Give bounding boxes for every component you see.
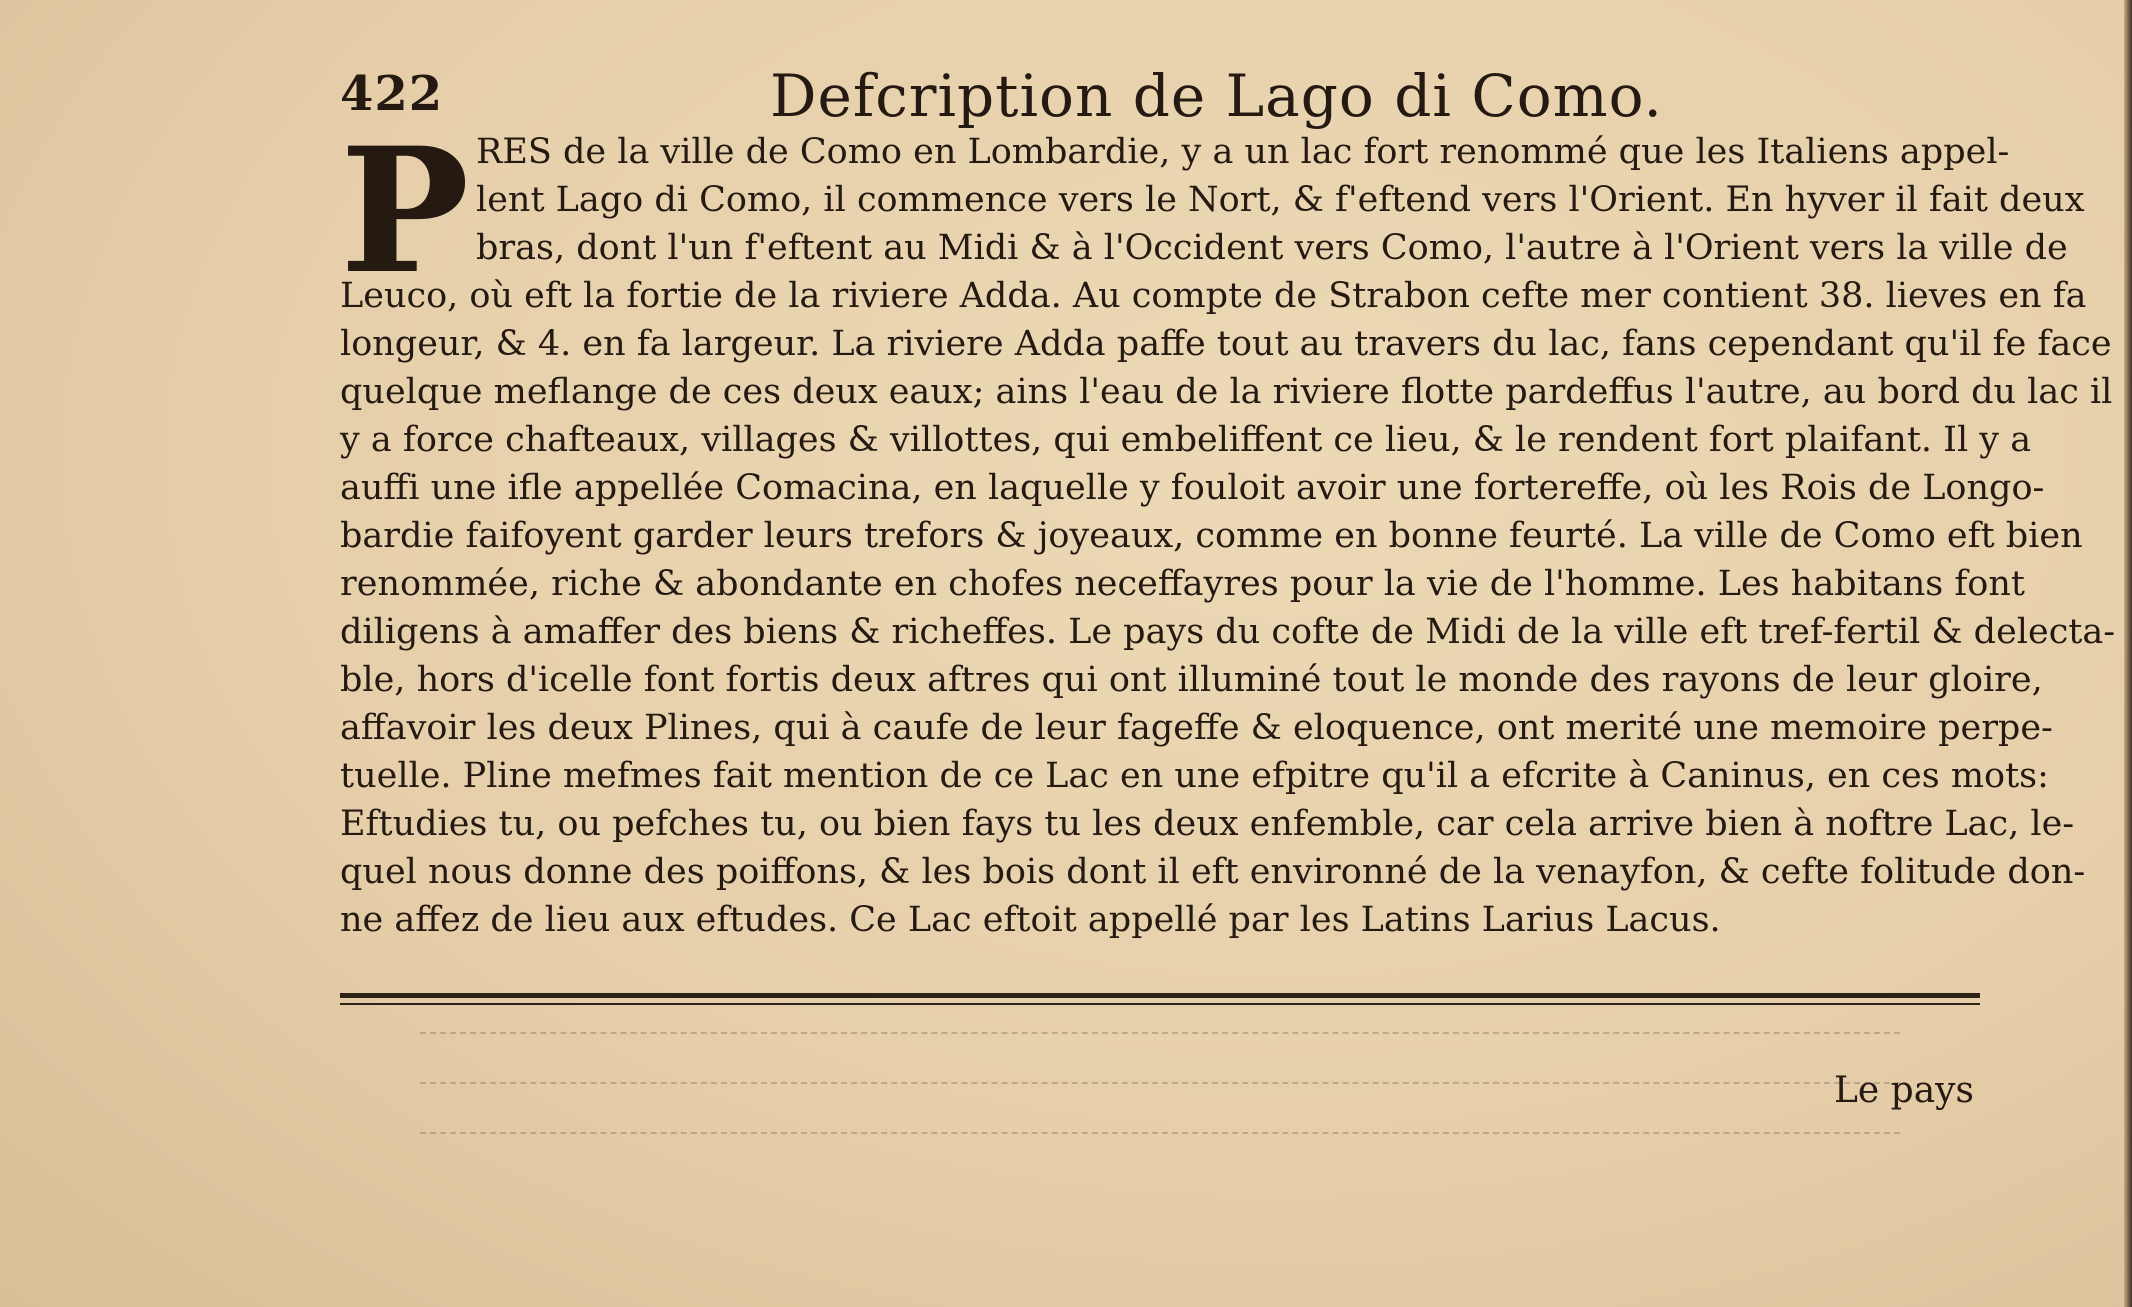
drop-cap: P <box>340 109 470 312</box>
divider-rule-thin <box>340 1003 1980 1005</box>
text-line: renommée, riche & abondante en chofes neceffayres pour la vie de l'homme. Les habitans font <box>340 564 2025 604</box>
page-header <box>340 62 1980 134</box>
text-line: quelque meflange de ces deux eaux; ains l'eau de la riviere flotte pardeffus l'autre, au bord du lac il <box>340 372 2113 412</box>
bleed-through-line <box>420 1032 1900 1034</box>
text-line: affavoir les deux Plines, qui à caufe de leur fageffe & eloquence, ont merité une memoire perpe- <box>340 708 2053 748</box>
text-line: Leuco, où eft la fortie de la riviere Adda. Au compte de Strabon cefte mer contient 38. lieves en fa <box>340 276 2087 316</box>
text-line: ble, hors d'icelle font fortis deux aftres qui ont illuminé tout le monde des rayons de leur gloire, <box>340 660 2043 700</box>
running-title: Defcription de Lago di Como. <box>770 62 1663 130</box>
bleed-through-line <box>420 1132 1900 1134</box>
bleed-through-map <box>420 1012 1900 1172</box>
page-edge-shadow <box>2124 0 2132 1307</box>
text-line: longeur, & 4. en fa largeur. La riviere Adda paffe tout au travers du lac, fans cependant qu'il fe face <box>340 324 2112 364</box>
text-line: bardie faifoyent garder leurs trefors & joyeaux, comme en bonne feurté. La ville de Como eft bien <box>340 516 2083 556</box>
bleed-through-line <box>420 1082 1900 1084</box>
text-line: Eftudies tu, ou pefches tu, ou bien fays tu les deux enfemble, car cela arrive bien à noftre Lac, le- <box>340 804 2075 844</box>
text-line: auffi une ifle appellée Comacina, en laquelle y fouloit avoir une fortereffe, où les Rois de Longo- <box>340 468 2045 508</box>
text-line: lent Lago di Como, il commence vers le Nort, & f'eftend vers l'Orient. En hyver il fait deux <box>476 180 2085 220</box>
text-line: quel nous donne des poiffons, & les bois dont il eft environné de la venayfon, & cefte folitude don- <box>340 852 2086 892</box>
text-line: tuelle. Pline mefmes fait mention de ce Lac en une efpitre qu'il a efcrite à Caninus, en ces mots: <box>340 756 2049 796</box>
text-line: RES de la ville de Como en Lombardie, y a un lac fort renommé que les Italiens appel- <box>476 132 2010 172</box>
body-paragraph <box>340 109 2116 958</box>
text-line: y a force chafteaux, villages & villottes, qui embeliffent ce lieu, & le rendent fort plaifant. Il y a <box>340 420 2032 460</box>
text-line: ne affez de lieu aux eftudes. Ce Lac eftoit appellé par les Latins Larius Lacus. <box>340 900 1721 940</box>
page-number: 422 <box>340 66 444 122</box>
catchword: Le pays <box>1834 1070 1974 1111</box>
divider-rule <box>340 993 1980 998</box>
text-line: diligens à amaffer des biens & richeffes. Le pays du cofte de Midi de la ville eft tref-fertil & delecta- <box>340 612 2116 652</box>
text-line: bras, dont l'un f'eftent au Midi & à l'Occident vers Como, l'autre à l'Orient vers la ville de <box>476 228 2068 268</box>
